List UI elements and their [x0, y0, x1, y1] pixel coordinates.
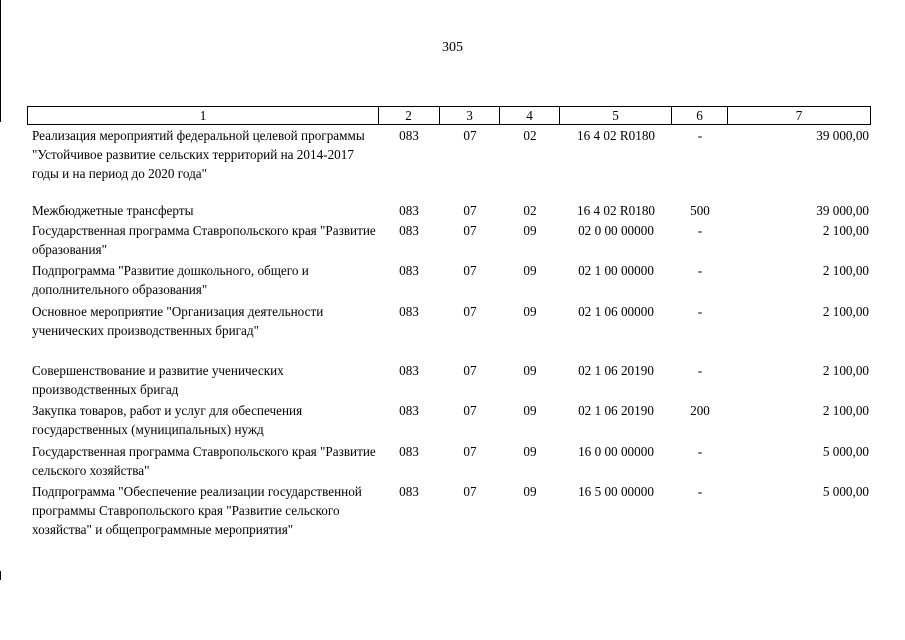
row-ministry-code: 083	[399, 203, 419, 218]
row-name: Подпрограмма "Обеспечение реализации государственной программы Ставропольского края "Развитие сельского хозяйства" и общепрограммные мероприятия"	[32, 484, 362, 537]
page-edge-line	[0, 0, 1, 122]
row-ministry-code: 083	[399, 223, 419, 238]
row-amount: 2 100,00	[822, 263, 869, 278]
header-col-2: 2	[378, 106, 440, 125]
row-subsection: 02	[523, 128, 537, 143]
row-target-code: 02 1 00 00000	[578, 263, 654, 278]
header-col-3: 3	[440, 106, 500, 125]
row-expense-type: -	[697, 363, 703, 378]
row-subsection: 09	[523, 444, 537, 459]
page-edge-mark	[0, 571, 1, 580]
row-subsection: 09	[523, 263, 537, 278]
row-subsection: 09	[523, 304, 537, 319]
row-expense-type: 500	[690, 203, 710, 218]
row-section: 07	[463, 444, 477, 459]
row-name: Закупка товаров, работ и услуг для обеспечения государственных (муниципальных) нужд	[32, 403, 303, 437]
row-target-code: 16 5 00 00000	[578, 484, 654, 499]
row-target-code: 16 0 00 00000	[578, 444, 654, 459]
row-subsection: 09	[523, 403, 537, 418]
table-header	[27, 106, 871, 125]
row-expense-type: -	[697, 484, 703, 499]
row-target-code: 02 1 06 20190	[578, 363, 654, 378]
row-name: Межбюджетные трансферты	[32, 203, 194, 218]
header-col-5: 5	[560, 106, 672, 125]
row-subsection: 09	[523, 223, 537, 238]
row-expense-type: -	[697, 223, 703, 238]
row-target-code: 02 0 00 00000	[578, 223, 654, 238]
row-amount: 5 000,00	[822, 484, 869, 499]
row-amount: 2 100,00	[822, 403, 869, 418]
header-col-1: 1	[27, 106, 379, 125]
row-amount: 5 000,00	[822, 444, 869, 459]
row-section: 07	[463, 223, 477, 238]
row-section: 07	[463, 203, 477, 218]
row-subsection: 02	[523, 203, 537, 218]
row-ministry-code: 083	[399, 263, 419, 278]
row-ministry-code: 083	[399, 484, 419, 499]
header-col-4: 4	[500, 106, 560, 125]
row-name: Государственная программа Ставропольского края "Развитие образования"	[32, 223, 376, 257]
row-amount: 2 100,00	[822, 223, 869, 238]
row-section: 07	[463, 363, 477, 378]
row-section: 07	[463, 263, 477, 278]
row-expense-type: -	[697, 128, 703, 143]
row-section: 07	[463, 128, 477, 143]
row-target-code: 02 1 06 20190	[578, 403, 654, 418]
row-section: 07	[463, 304, 477, 319]
header-col-7: 7	[728, 106, 871, 125]
row-name: Подпрограмма "Развитие дошкольного, общего и дополнительного образования"	[32, 263, 309, 297]
row-target-code: 16 4 02 R0180	[576, 128, 656, 143]
row-amount: 39 000,00	[816, 203, 869, 218]
row-expense-type: -	[697, 263, 703, 278]
row-name: Реализация мероприятий федеральной целевой программы "Устойчивое развитие сельских территорий на 2014-2017 годы и на период до 2020 года"	[32, 128, 365, 181]
row-expense-type: -	[697, 304, 703, 319]
row-amount: 39 000,00	[816, 128, 869, 143]
row-target-code: 16 4 02 R0180	[576, 203, 656, 218]
row-name: Основное мероприятие "Организация деятельности ученических производственных бригад"	[32, 304, 324, 338]
header-col-6: 6	[672, 106, 728, 125]
row-section: 07	[463, 403, 477, 418]
page-number: 305	[442, 40, 463, 55]
row-subsection: 09	[523, 363, 537, 378]
row-ministry-code: 083	[399, 128, 419, 143]
row-expense-type: -	[697, 444, 703, 459]
row-expense-type: 200	[690, 403, 710, 418]
row-amount: 2 100,00	[822, 363, 869, 378]
row-ministry-code: 083	[399, 403, 419, 418]
row-ministry-code: 083	[399, 444, 419, 459]
row-ministry-code: 083	[399, 304, 419, 319]
row-subsection: 09	[523, 484, 537, 499]
row-target-code: 02 1 06 00000	[578, 304, 654, 319]
row-amount: 2 100,00	[822, 304, 869, 319]
row-section: 07	[463, 484, 477, 499]
row-name: Государственная программа Ставропольского края "Развитие сельского хозяйства"	[32, 444, 376, 478]
row-ministry-code: 083	[399, 363, 419, 378]
row-name: Совершенствование и развитие ученических производственных бригад	[32, 363, 284, 397]
